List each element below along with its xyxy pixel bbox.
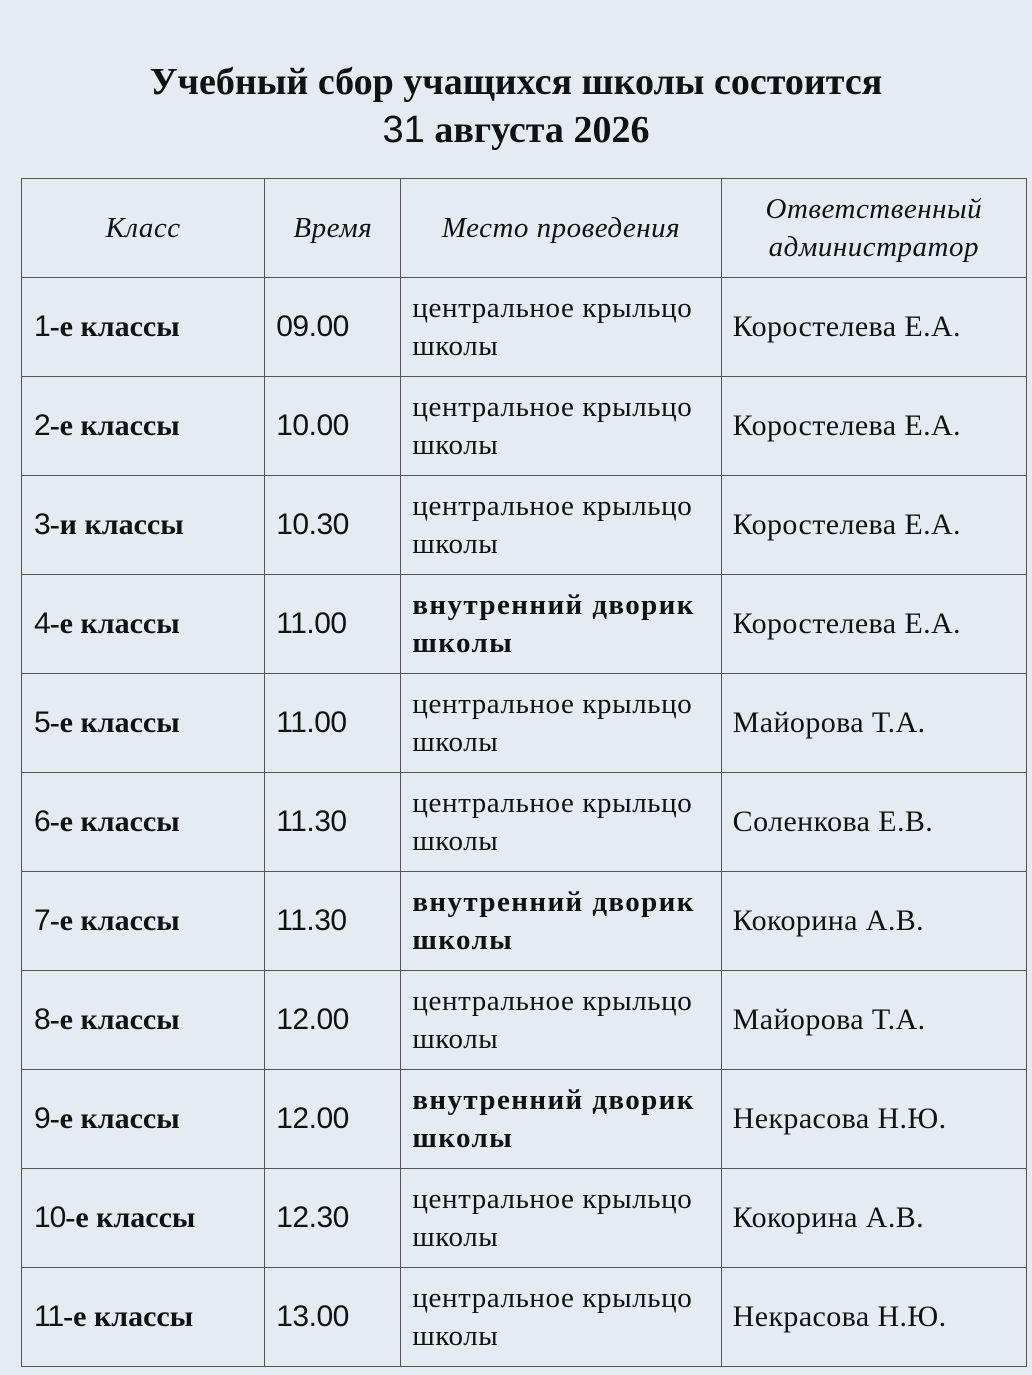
- class-cell: [22, 278, 265, 377]
- class-suffix: -е классы: [49, 310, 180, 343]
- class-suffix: -е классы: [49, 1102, 180, 1135]
- class-suffix: -е классы: [65, 1201, 196, 1234]
- class-suffix: -и классы: [49, 508, 184, 541]
- place-cell: центральное крыльцо школы: [401, 476, 721, 575]
- class-cell: [22, 971, 265, 1070]
- class-cell: [22, 1169, 265, 1268]
- class-cell: [22, 1268, 265, 1367]
- place-cell: центральное крыльцо школы: [401, 1169, 721, 1268]
- admin-cell: Майорова Т.А.: [721, 971, 1026, 1070]
- class-suffix: -е классы: [49, 706, 180, 739]
- class-suffix: -е классы: [49, 409, 180, 442]
- class-suffix: -е классы: [63, 1300, 194, 1333]
- class-number: 1: [34, 310, 50, 343]
- admin-cell: Кокорина А.В.: [721, 872, 1026, 971]
- table-row: [22, 1169, 1027, 1268]
- place-cell: центральное крыльцо школы: [401, 377, 721, 476]
- table-row: [22, 377, 1027, 476]
- date-year: 2026: [573, 109, 650, 151]
- class-number: 4: [34, 607, 50, 640]
- time-cell: 12.00: [265, 971, 401, 1070]
- admin-cell: Некрасова Н.Ю.: [721, 1268, 1026, 1367]
- header-time: Время: [265, 179, 401, 278]
- class-number: 8: [34, 1003, 50, 1036]
- time-cell: 12.00: [265, 1070, 401, 1169]
- time-cell: 12.30: [265, 1169, 401, 1268]
- place-cell: центральное крыльцо школы: [401, 674, 721, 773]
- class-cell: [22, 377, 265, 476]
- title-date: [0, 106, 1032, 154]
- time-cell: 11.30: [265, 872, 401, 971]
- class-cell: [22, 773, 265, 872]
- class-number: 5: [34, 706, 50, 739]
- class-suffix: -е классы: [49, 1003, 180, 1036]
- time-cell: 13.00: [265, 1268, 401, 1367]
- place-cell: центральное крыльцо школы: [401, 971, 721, 1070]
- place-cell: внутренний дворик школы: [401, 575, 721, 674]
- place-cell: внутренний дворик школы: [401, 872, 721, 971]
- place-cell: центральное крыльцо школы: [401, 278, 721, 377]
- class-suffix: -е классы: [49, 805, 180, 838]
- admin-cell: Коростелева Е.А.: [721, 476, 1026, 575]
- table-row: [22, 674, 1027, 773]
- admin-cell: Соленкова Е.В.: [721, 773, 1026, 872]
- table-row: [22, 971, 1027, 1070]
- admin-cell: Майорова Т.А.: [721, 674, 1026, 773]
- schedule-table: [21, 178, 1027, 1367]
- class-number: 7: [34, 904, 50, 937]
- admin-cell: Коростелева Е.А.: [721, 377, 1026, 476]
- class-number: 11: [34, 1300, 64, 1333]
- time-cell: 10.00: [265, 377, 401, 476]
- class-number: 10: [34, 1201, 66, 1234]
- table-row: [22, 476, 1027, 575]
- title-line-1: Учебный сбор учащихся школы состоится: [149, 61, 883, 103]
- place-cell: внутренний дворик школы: [401, 1070, 721, 1169]
- header-place: Место проведения: [401, 179, 721, 278]
- class-cell: [22, 872, 265, 971]
- class-cell: [22, 575, 265, 674]
- header-row: [22, 179, 1027, 278]
- time-cell: 11.00: [265, 575, 401, 674]
- table-row: [22, 575, 1027, 674]
- class-cell: [22, 1070, 265, 1169]
- class-number: 2: [34, 409, 50, 442]
- header-class: Класс: [22, 179, 265, 278]
- table-row: [22, 872, 1027, 971]
- time-cell: 09.00: [265, 278, 401, 377]
- table-row: [22, 1070, 1027, 1169]
- place-cell: центральное крыльцо школы: [401, 773, 721, 872]
- date-month: августа: [424, 109, 574, 151]
- class-number: 6: [34, 805, 50, 838]
- class-number: 3: [34, 508, 50, 541]
- page-title: [0, 58, 1032, 154]
- class-suffix: -е классы: [49, 904, 180, 937]
- admin-cell: Коростелева Е.А.: [721, 575, 1026, 674]
- admin-cell: Некрасова Н.Ю.: [721, 1070, 1026, 1169]
- header-admin: Ответственный администратор: [721, 179, 1026, 278]
- table-row: [22, 1268, 1027, 1367]
- class-suffix: -е классы: [49, 607, 180, 640]
- admin-cell: Кокорина А.В.: [721, 1169, 1026, 1268]
- table-row: [22, 278, 1027, 377]
- class-cell: [22, 674, 265, 773]
- time-cell: 11.30: [265, 773, 401, 872]
- time-cell: 11.00: [265, 674, 401, 773]
- place-cell: центральное крыльцо школы: [401, 1268, 721, 1367]
- class-number: 9: [34, 1102, 50, 1135]
- admin-cell: Коростелева Е.А.: [721, 278, 1026, 377]
- date-day: 31: [382, 109, 425, 151]
- time-cell: 10.30: [265, 476, 401, 575]
- class-cell: [22, 476, 265, 575]
- table-row: [22, 773, 1027, 872]
